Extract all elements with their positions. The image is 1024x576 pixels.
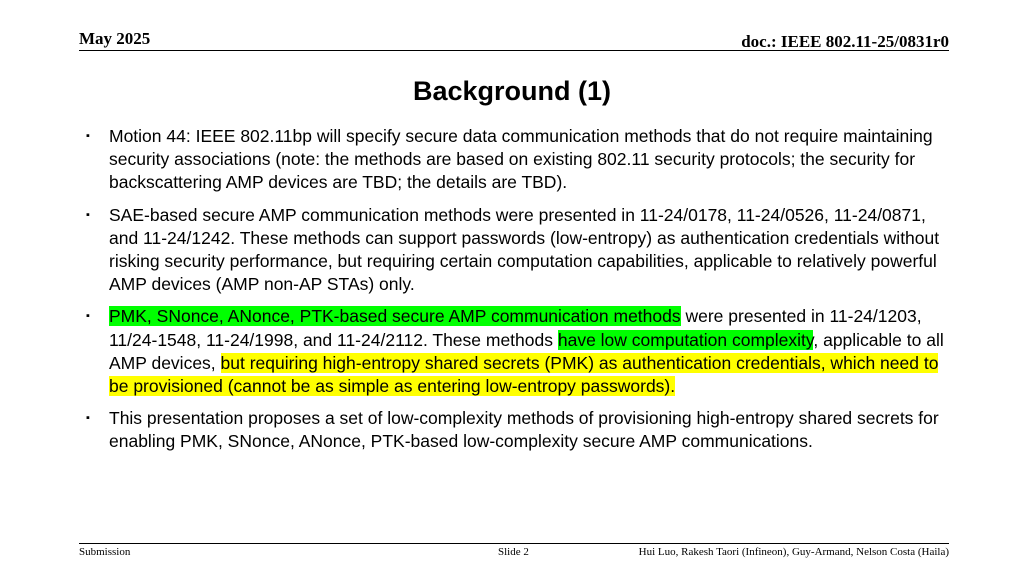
square-bullet-icon: ▪ (86, 412, 90, 425)
highlight-yellow-text: but requiring high-entropy shared secrets (PMK) as authentication credentials, which need to be provisioned (cannot be as simple as entering low-entropy passwords). (109, 352, 939, 397)
header-date: May 2025 (79, 29, 151, 48)
highlight-green-text: have low computation complexity (557, 329, 814, 350)
footer-authors: Hui Luo, Rakesh Taori (Infineon), Guy-Armand, Nelson Costa (Haila) (638, 546, 949, 558)
footer-divider (79, 543, 949, 544)
slide-title: Background (1) (412, 76, 612, 106)
footer-submission: Submission (79, 546, 131, 558)
bullet-this-presentation (86, 407, 948, 453)
highlight-green-text: PMK, SNonce, ANonce, PTK-based secure AMP communication methods (109, 306, 681, 327)
square-bullet-icon: ▪ (86, 208, 90, 221)
bullet-text: This presentation proposes a set of low-complexity methods of provisioning high-entropy shared secrets for enabling PMK, SNonce, ANonce, PTK-based low-complexity secure AMP communications. (109, 408, 939, 452)
square-bullet-icon: ▪ (86, 310, 90, 323)
bullet-text: were presented in 11-24/1203, 11/24-1548, 11-24/1998, and 11-24/2112. These methods (109, 306, 922, 350)
bullet-sae-methods (86, 204, 948, 297)
header-divider (79, 50, 949, 51)
header-doc-id: doc.: IEEE 802.11-25/0831r0 (741, 32, 949, 51)
footer-slide-number: Slide 2 (498, 546, 529, 558)
bullet-text: SAE-based secure AMP communication methods were presented in 11-24/0178, 11-24/0526, 11-24/0871, and 11-24/1242. These methods can support passwords (low-entropy) as authentication credentials without risking security performance, but requiring certain computation capabilities, applicable to relatively powerful AMP devices (AMP non-AP STAs) only. (109, 204, 940, 295)
bullet-motion-44 (86, 125, 948, 195)
bullet-text: , applicable to all AMP devices, (109, 329, 944, 373)
square-bullet-icon: ▪ (86, 130, 90, 142)
bullet-text: Motion 44: IEEE 802.11bp will specify secure data communication methods that do not require maintaining security associations (note: the methods are based on existing 802.11 security protocols; the security for backscattering AMP devices are TBD; the details are TBD). (109, 126, 933, 193)
slide-body (86, 125, 948, 463)
bullet-pmk-methods (86, 305, 948, 398)
